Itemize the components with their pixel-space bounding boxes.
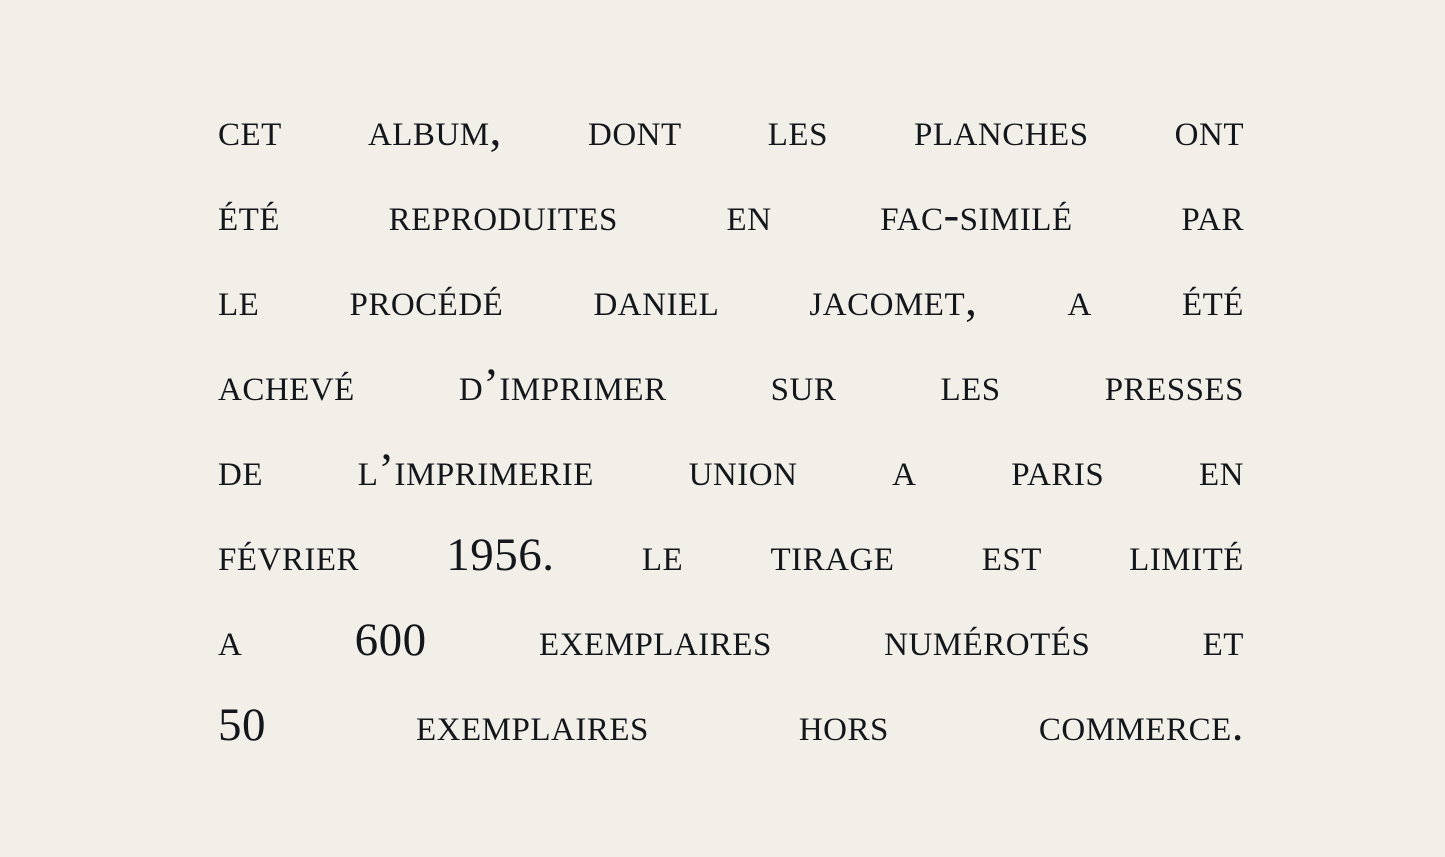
colophon-word: numérotés (884, 614, 1091, 666)
colophon-line (218, 428, 1244, 513)
colophon-line (218, 343, 1244, 428)
colophon-line (218, 258, 1244, 343)
colophon-text-block (218, 88, 1244, 768)
colophon-word: le (218, 274, 260, 326)
colophon-word: tirage (770, 529, 895, 581)
colophon-word: daniel (593, 274, 720, 326)
colophon-word: 1956. (446, 529, 555, 581)
colophon-word: limité (1129, 529, 1244, 581)
colophon-word: et (1202, 614, 1244, 666)
colophon-word: a (1067, 274, 1092, 326)
colophon-word: paris (1011, 444, 1105, 496)
colophon-word: en (1198, 444, 1244, 496)
colophon-word: hors (798, 699, 889, 751)
colophon-word: 600 (354, 614, 427, 666)
colophon-word: achevé (218, 359, 355, 411)
colophon-word: union (688, 444, 798, 496)
colophon-word: l’imprimerie (357, 444, 594, 496)
colophon-word: est (981, 529, 1042, 581)
colophon-word: dont (587, 104, 682, 156)
colophon-word: fac-similé (880, 189, 1073, 241)
colophon-word: en (726, 189, 772, 241)
colophon-word: été (1181, 274, 1244, 326)
colophon-word: planches (914, 104, 1089, 156)
colophon-word: presses (1104, 359, 1244, 411)
colophon-word: a (892, 444, 917, 496)
colophon-word: février (218, 529, 360, 581)
colophon-word: a (218, 614, 243, 666)
colophon-word: les (940, 359, 1001, 411)
colophon-word: ont (1174, 104, 1244, 156)
colophon-line (218, 513, 1244, 598)
colophon-word: 50 (218, 699, 266, 751)
colophon-word: les (767, 104, 828, 156)
colophon-word: exemplaires (416, 699, 649, 751)
colophon-word: reproduites (388, 189, 618, 241)
colophon-word: le (641, 529, 684, 581)
colophon-word: par (1181, 189, 1244, 241)
colophon-word: exemplaires (538, 614, 772, 666)
colophon-word: procédé (349, 274, 504, 326)
colophon-line (218, 173, 1244, 258)
colophon-line (218, 683, 1244, 768)
colophon-word: cet (218, 104, 282, 156)
colophon-line (218, 88, 1244, 173)
colophon-word: album, (367, 104, 502, 156)
colophon-word: sur (770, 359, 837, 411)
colophon-word: d’imprimer (458, 359, 667, 411)
colophon-word: commerce. (1038, 699, 1244, 751)
colophon-word: été (218, 189, 280, 241)
colophon-word: de (218, 444, 263, 496)
colophon-word: jacomet, (809, 274, 978, 326)
colophon-line (218, 598, 1244, 683)
